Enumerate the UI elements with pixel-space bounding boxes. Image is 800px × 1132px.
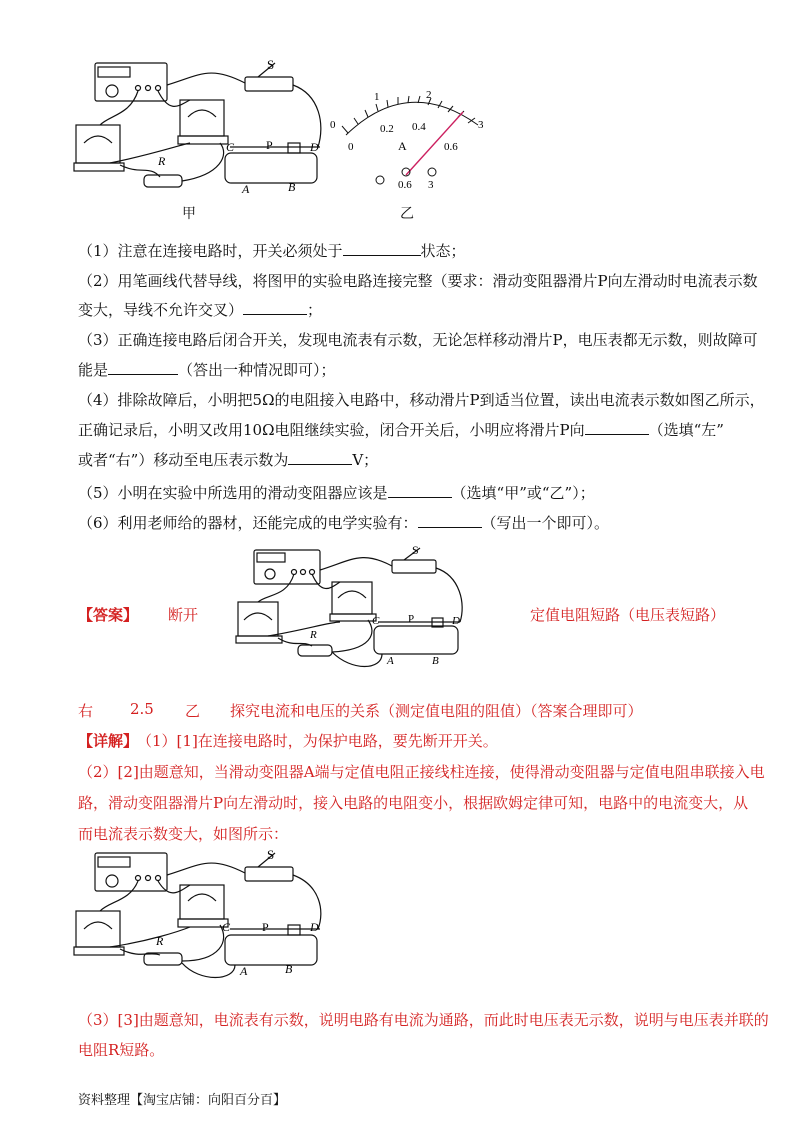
question-text: （答出一种情况即可）； [178,361,336,379]
svg-text:S: S [267,847,275,862]
svg-text:B: B [288,180,296,194]
question-4-line2 [78,420,724,440]
svg-text:C: C [222,920,231,934]
svg-text:P: P [408,613,415,625]
question-text: 能是 [78,361,109,379]
scale-bottom-3: 0.6 [444,141,458,153]
question-text: （1）注意在连接电路时，开关必须处于 [78,242,343,260]
answer-blank [388,483,452,498]
scale-bottom-0: 0 [348,141,354,153]
question-5 [78,483,595,503]
circuit-diagram-explanation [70,845,330,985]
question-3-line1 [78,330,758,350]
answer-blank [108,360,178,375]
svg-text:R: R [158,154,166,168]
question-2-line2 [78,300,322,320]
question-text: （选填“左” [648,421,724,439]
explanation-p2-line2: 路，滑动变阻器滑片P向左滑动时，接入电路的电阻变小，根据欧姆定律可知，电路中的电流变大，从 [78,794,749,812]
question-text: （2）用笔画线代替导线，将图甲的实验电路连接完整（要求：滑动变阻器滑片P向左滑动时电流表示数 [78,272,758,290]
answer-blank [418,513,482,528]
question-text: （选填“甲”或“乙”）； [451,484,595,502]
explanation-p2-line1: （2）[2]由题意知，当滑动变阻器A端与定值电阻正接线柱连接，使得滑动变阻器与定值电阻串联接入电 [78,763,765,781]
terminal-3: 3 [428,179,434,191]
answer-3: 定值电阻短路（电压表短路） [530,606,726,624]
svg-text:C: C [226,140,235,154]
circuit-diagram-answer [232,542,472,674]
answer-4-direction: 右 [78,702,94,720]
scale-bottom-2: 0.4 [412,121,426,133]
scale-top-0: 0 [330,119,336,131]
question-text: ； [307,301,323,319]
question-4-line3 [78,450,378,470]
question-6 [78,513,609,533]
ammeter-dial-yi [328,80,498,195]
question-text: （写出一个即可）。 [481,514,610,532]
scale-top-3: 3 [478,119,484,131]
svg-text:A: A [240,964,248,978]
answer-blank [288,450,352,465]
question-1 [78,241,466,261]
question-text: 或者“右”）移动至电压表示数为 [78,451,289,469]
scale-top-1: 1 [374,91,380,103]
answer-blank [243,300,307,315]
question-3-line2 [78,360,336,380]
svg-text:R: R [310,629,317,641]
question-text: （4）排除故障后，小明把5Ω的电阻接入电路中，移动滑片P到适当位置，读出电流表示数如图乙所示， [78,391,765,409]
figure-label-yi: 乙 [400,206,414,222]
figure-label-jia: 甲 [182,206,196,222]
svg-text:A: A [387,655,394,667]
svg-text:B: B [432,655,439,667]
svg-text:S: S [412,543,419,557]
meter-unit: A [398,139,407,153]
question-text: 正确记录后，小明又改用10Ω电阻继续实验，闭合开关后，小明应将滑片P向 [78,421,585,439]
explanation-p3-line2: 电阻R短路。 [78,1041,165,1059]
svg-text:P: P [266,138,273,152]
explanation-p2-line3: 而电流表示数变大，如图所示： [78,825,289,843]
svg-text:D: D [452,615,460,627]
question-text: （3）正确连接电路后闭合开关，发现电流表有示数，无论怎样移动滑片P，电压表都无示数，则故障可 [78,331,758,349]
question-2-line1 [78,271,758,291]
explanation-p3-line1: （3）[3]由题意知，电流表有示数，说明电路有电流为通路，而此时电压表无示数，说明与电压表并联的 [78,1011,769,1029]
answer-1: 断开 [168,606,199,624]
answer-4-value: 2.5 [130,700,154,718]
svg-text:R: R [156,934,164,948]
svg-text:C: C [372,615,380,627]
question-text: （5）小明在实验中所选用的滑动变阻器应该是 [78,484,388,502]
svg-text:P: P [262,920,269,934]
answer-blank [585,420,649,435]
answer-6: 探究电流和电压的关系（测定值电阻的阻值）（答案合理即可） [230,702,643,720]
svg-text:B: B [285,962,293,976]
svg-text:D: D [310,920,319,934]
svg-text:S: S [267,57,275,72]
circuit-diagram-jia [70,55,330,205]
svg-text:D: D [310,140,319,154]
question-text: 状态； [420,242,466,260]
answer-tag: 【答案】 [78,606,139,624]
explanation-p1: （1）[1]在连接电路时，为保护电路，要先断开开关。 [137,732,498,750]
terminal-0-6: 0.6 [398,179,412,191]
footer-note: 资料整理【淘宝店铺：向阳百分百】 [78,1093,287,1108]
question-text: V； [352,451,379,469]
svg-text:A: A [242,182,250,196]
explanation-tag: 【详解】 [78,732,139,750]
question-text: （6）利用老师给的器材，还能完成的电学实验有： [78,514,418,532]
answer-5: 乙 [185,702,201,720]
scale-bottom-1: 0.2 [380,123,394,135]
question-text: 变大，导线不允许交叉） [78,301,244,319]
scale-top-2: 2 [426,89,432,101]
question-4-line1 [78,390,765,410]
answer-blank [343,241,421,256]
